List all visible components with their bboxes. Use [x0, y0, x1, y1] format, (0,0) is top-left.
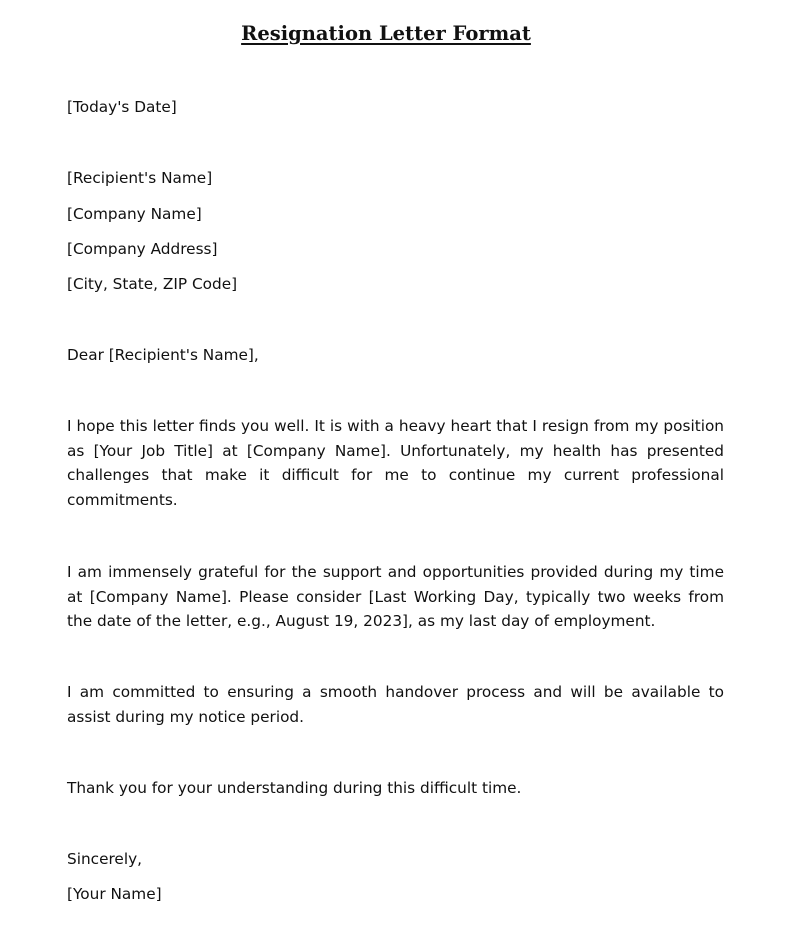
salutation: Dear [Recipient's Name], — [67, 346, 259, 364]
recipient-address: [Company Address] — [67, 240, 218, 258]
document-title: Resignation Letter Format — [241, 22, 531, 45]
recipient-company: [Company Name] — [67, 205, 202, 223]
date-line: [Today's Date] — [67, 98, 177, 116]
recipient-name: [Recipient's Name] — [67, 169, 213, 187]
body-paragraph-4: Thank you for your understanding during this difficult time. — [67, 779, 522, 797]
body-paragraph-1: I hope this letter finds you well. It is with a heavy heart that I resign from my position as [Your Job Title] at [Company Name]. Unfortunately, my health has presented challenges that make it difficult for me to continue my current professional commitments. — [67, 417, 724, 509]
body-paragraph-2: I am immensely grateful for the support and opportunities provided during my time at [Company Name]. Please consider [Last Working Day, typically two weeks from the date of the letter, e.g., August 19, 2023], as my last day of employment. — [67, 563, 724, 630]
recipient-city-state-zip: [City, State, ZIP Code] — [67, 275, 238, 293]
body-paragraph-3: I am committed to ensuring a smooth handover process and will be available to assist during my notice period. — [67, 683, 724, 726]
signature-name: [Your Name] — [67, 885, 162, 903]
closing: Sincerely, — [67, 850, 143, 868]
